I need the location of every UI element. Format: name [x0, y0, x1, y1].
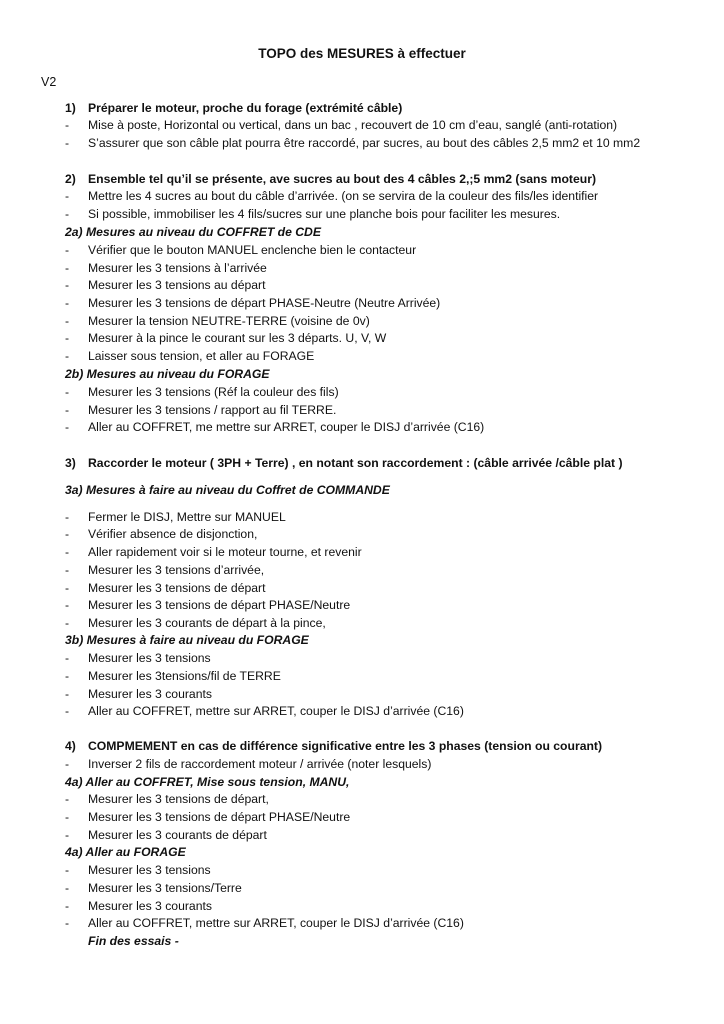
- line-text: Mesurer les 3 tensions: [88, 863, 211, 877]
- line-text: Mesurer la tension NEUTRE-TERRE (voisine de 0v): [88, 314, 370, 328]
- bullet-dash: -: [65, 792, 70, 806]
- line-text: Aller au COFFRET, me mettre sur ARRET, couper le DISJ d’arrivée (C16): [88, 420, 485, 434]
- line-text: Mesurer les 3 courants de départ à la pince,: [88, 616, 326, 630]
- section-number: 2): [65, 172, 76, 186]
- line-text: Mettre les 4 sucres au bout du câble d’arrivée. (on se servira de la couleur des fils/les identifier: [88, 189, 599, 203]
- bullet-dash: -: [65, 420, 70, 434]
- bullet-dash: -: [65, 704, 70, 718]
- bullet-dash: -: [65, 669, 70, 683]
- bullet-dash: -: [65, 828, 70, 842]
- bullet-dash: -: [65, 207, 70, 221]
- line-text: Vérifier absence de disjonction,: [88, 527, 258, 541]
- line-text: Mesurer les 3 tensions à l’arrivée: [88, 261, 267, 275]
- bullet-dash: -: [65, 189, 70, 203]
- bullet-dash: -: [65, 243, 70, 257]
- line-text: Aller au COFFRET, mettre sur ARRET, couper le DISJ d’arrivée (C16): [88, 916, 464, 930]
- line-text: Ensemble tel qu’il se présente, ave sucres au bout des 4 câbles 2,;5 mm2 (sans moteur): [88, 172, 597, 186]
- line-text: Mesurer les 3 tensions de départ PHASE/Neutre: [88, 810, 351, 824]
- line-text: Mise à poste, Horizontal ou vertical, dans un bac , recouvert de 10 cm d’eau, sanglé (anti-rotation): [88, 118, 618, 132]
- line-text: Aller rapidement voir si le moteur tourne, et revenir: [88, 545, 362, 559]
- bullet-dash: -: [65, 810, 70, 824]
- line-text: 2b) Mesures au niveau du FORAGE: [65, 367, 270, 381]
- section-number: 1): [65, 101, 76, 115]
- bullet-dash: -: [65, 757, 70, 771]
- line-text: Mesurer les 3 courants de départ: [88, 828, 267, 842]
- line-text: Mesurer les 3 tensions d’arrivée,: [88, 563, 265, 577]
- line-text: Mesurer les 3 tensions de départ PHASE-Neutre (Neutre Arrivée): [88, 296, 441, 310]
- line-text: Préparer le moteur, proche du forage (extrémité câble): [88, 101, 403, 115]
- line-text: Mesurer les 3tensions/fil de TERRE: [88, 669, 281, 683]
- line-text: Mesurer les 3 courants: [88, 899, 212, 913]
- line-text: Mesurer les 3 tensions/Terre: [88, 881, 242, 895]
- line-text: Vérifier que le bouton MANUEL enclenche bien le contacteur: [88, 243, 417, 257]
- line-text: Mesurer les 3 courants: [88, 687, 212, 701]
- line-text: Fermer le DISJ, Mettre sur MANUEL: [88, 510, 286, 524]
- bullet-dash: -: [65, 385, 70, 399]
- line-text: Mesurer à la pince le courant sur les 3 départs. U, V, W: [88, 331, 387, 345]
- bullet-dash: -: [65, 916, 70, 930]
- line-text: COMPMEMENT en cas de différence significative entre les 3 phases (tension ou courant): [88, 739, 603, 753]
- bullet-dash: -: [65, 136, 70, 150]
- bullet-dash: -: [65, 598, 70, 612]
- bullet-dash: -: [65, 545, 70, 559]
- line-text: 3a) Mesures à faire au niveau du Coffret de COMMANDE: [65, 483, 390, 497]
- line-text: S’assurer que son câble plat pourra être raccordé, par sucres, au bout des câbles 2,5 mm2 et 10 mm2: [88, 136, 641, 150]
- bullet-dash: -: [65, 118, 70, 132]
- line-text: 3b) Mesures à faire au niveau du FORAGE: [65, 633, 309, 647]
- line-text: Inverser 2 fils de raccordement moteur / arrivée (noter lesquels): [88, 757, 432, 771]
- version-label: V2: [41, 75, 57, 89]
- bullet-dash: -: [65, 563, 70, 577]
- bullet-dash: -: [65, 899, 70, 913]
- bullet-dash: -: [65, 278, 70, 292]
- bullet-dash: -: [65, 314, 70, 328]
- page-title: TOPO des MESURES à effectuer: [258, 46, 466, 61]
- line-text: Mesurer les 3 tensions de départ PHASE/Neutre: [88, 598, 351, 612]
- bullet-dash: -: [65, 403, 70, 417]
- bullet-dash: -: [65, 296, 70, 310]
- line-text: Mesurer les 3 tensions (Réf la couleur des fils): [88, 385, 339, 399]
- bullet-dash: -: [65, 331, 70, 345]
- line-text: Raccorder le moteur ( 3PH + Terre) , en notant son raccordement : (câble arrivée /câble plat ): [88, 456, 623, 470]
- line-text: Laisser sous tension, et aller au FORAGE: [88, 349, 315, 363]
- bullet-dash: -: [65, 687, 70, 701]
- line-text: Si possible, immobiliser les 4 fils/sucres sur une planche bois pour faciliter les mesures.: [88, 207, 561, 221]
- bullet-dash: -: [65, 881, 70, 895]
- line-text: 4a) Aller au FORAGE: [65, 845, 186, 859]
- bullet-dash: -: [65, 581, 70, 595]
- line-text: Mesurer les 3 tensions / rapport au fil TERRE.: [88, 403, 337, 417]
- bullet-dash: -: [65, 527, 70, 541]
- bullet-dash: -: [65, 510, 70, 524]
- section-number: 4): [65, 739, 76, 753]
- section-number: 3): [65, 456, 76, 470]
- line-text: 4a) Aller au COFFRET, Mise sous tension, MANU,: [65, 775, 350, 789]
- bullet-dash: -: [65, 261, 70, 275]
- bullet-dash: -: [65, 349, 70, 363]
- line-text: Fin des essais -: [88, 934, 179, 948]
- line-text: Mesurer les 3 tensions: [88, 651, 211, 665]
- line-text: 2a) Mesures au niveau du COFFRET de CDE: [65, 225, 321, 239]
- line-text: Mesurer les 3 tensions au départ: [88, 278, 266, 292]
- line-text: Aller au COFFRET, mettre sur ARRET, couper le DISJ d’arrivée (C16): [88, 704, 464, 718]
- line-text: Mesurer les 3 tensions de départ,: [88, 792, 269, 806]
- bullet-dash: -: [65, 863, 70, 877]
- bullet-dash: -: [65, 651, 70, 665]
- bullet-dash: -: [65, 616, 70, 630]
- line-text: Mesurer les 3 tensions de départ: [88, 581, 266, 595]
